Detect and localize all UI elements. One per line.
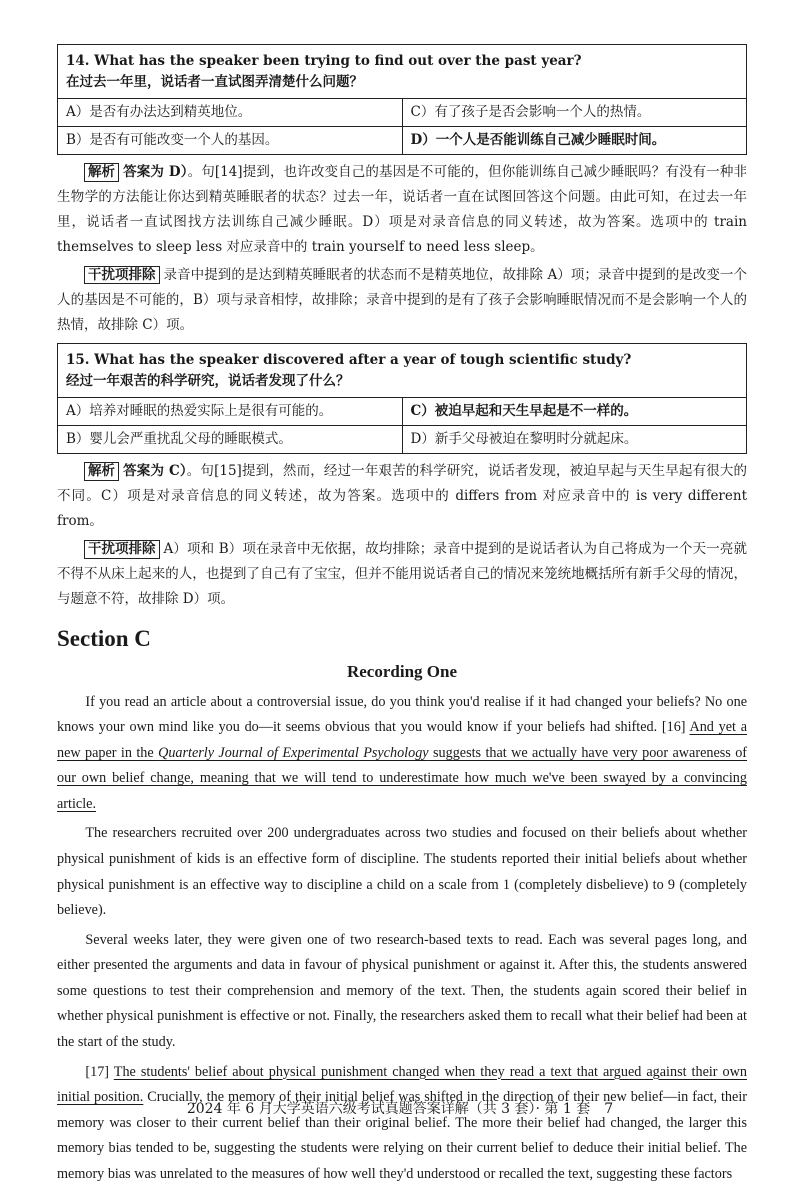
recording-title: Recording One	[346, 662, 458, 682]
q14-option-a: A）是否有办法达到精英地位。	[58, 98, 403, 126]
content	[57, 44, 747, 1187]
q15-option-c: C）被迫早起和天生早起是不一样的。	[402, 398, 747, 426]
q14-option-c: C）有了孩子是否会影响一个人的热情。	[402, 98, 747, 126]
analysis-tag: 解析	[84, 163, 119, 182]
passage-paragraph-1	[57, 690, 747, 818]
q15-option-a: A）培养对睡眠的热爱实际上是很有可能的。	[58, 398, 403, 426]
q14-distractor	[57, 263, 747, 338]
p4-marker: [17]	[85, 1063, 114, 1080]
p1-text: If you read an article about a controversial issue, do you think you'd realise if it had changed your beliefs? No one knows your own mind like you do—it seems obvious that you would know if your beliefs had shifted. [16]	[57, 693, 747, 736]
q14-option-b: B）是否有可能改变一个人的基因。	[58, 126, 403, 154]
p1-underlined-start: And yet a new paper in the	[57, 719, 747, 761]
q15-option-b: B）婴儿会严重扰乱父母的睡眠模式。	[58, 426, 403, 454]
q14-analysis	[57, 160, 747, 260]
p4-text: Crucially, the memory of their initial belief was shifted in the direction of their new belief—in fact, their memory was closer to their current belief than their original belief. The more their belief had changed, the larger this memory bias tended to be, suggesting the students were relying on their current belief to deduce their initial belief. The memory bias was unrelated to the measures of how well they'd understood or recalled the text, suggesting these factors	[57, 1089, 747, 1182]
passage-paragraph-4	[57, 1060, 747, 1187]
question-14-en: 14. What has the speaker been trying to find out over the past year?	[66, 53, 582, 69]
p1-underlined-end: suggests that we actually have very poor awareness of our own belief change, meaning that we will tend to underestimate how much we've been swayed by a convincing article.	[57, 744, 748, 812]
journal-name: Quarterly Journal of Experimental Psychology	[158, 744, 429, 761]
section-title: Section C	[57, 625, 151, 651]
passage-paragraph-2: The researchers recruited over 200 undergraduates across two studies and focused on their beliefs about whether physical punishment of kids is an effective form of discipline. The students reported their initial beliefs about whether physical punishment is an effective way to discipline a child on a scale from 1 (completely disbelieve) to 9 (completely believe).	[57, 825, 747, 919]
q14-distractor-text: 录音中提到的是达到精英睡眠者的状态而不是精英地位，故排除 A）项；录音中提到的是改变一个人的基因是不可能的，B）项与录音相悖，故排除；录音中提到的是有了孩子会影响睡眠情况而不是会影响一个人的热情，故排除 C）项。	[57, 266, 747, 333]
question-14-cn: 在过去一年里，说话者一直试图弄清楚什么问题？	[66, 73, 363, 90]
q15-analysis-text: 。句[15]提到，然而，经过一年艰苦的科学研究，说话者发现，被迫早起与天生早起有很大的不同。C）项是对录音信息的同义转述，故为答案。选项中的 differs from 对应录音中的 is very different from。	[57, 463, 747, 530]
q15-answer: 答案为 C）	[123, 463, 187, 480]
distractor-tag: 干扰项排除	[84, 266, 160, 285]
q14-option-d: D）一个人是否能训练自己减少睡眠时间。	[402, 126, 747, 154]
question-15-table	[57, 343, 747, 454]
p4-underlined: The students' belief about physical punishment changed when they read a text that argued against their own initial position.	[57, 1063, 747, 1106]
q15-option-d: D）新手父母被迫在黎明时分就起床。	[402, 426, 747, 454]
page-footer: 2024 年 6 月大学英语六级考试真题答案详解（共 3 套）· 第 1 套 7	[186, 1101, 614, 1117]
question-14-header	[58, 45, 747, 99]
question-14-table	[57, 44, 747, 155]
q15-analysis	[57, 459, 747, 534]
q14-analysis-text: 。句[14]提到，也许改变自己的基因是不可能的，但你能训练自己减少睡眠吗？有没有一种非生物学的方法能让你达到精英睡眠者的状态？过去一年，说话者一直在试图回答这个问题。由此可知，在过去一年里，说话者一直试图找方法训练自己减少睡眠。D）项是对录音信息的同义转述，故为答案。选项中的 train themselves to sleep less 对应录音中的 train yourself to need less sleep。	[57, 163, 747, 255]
question-15-header	[58, 344, 747, 398]
question-15-en: 15. What has the speaker discovered after a year of tough scientific study?	[66, 352, 632, 369]
q15-distractor	[57, 537, 747, 612]
analysis-tag: 解析	[84, 462, 119, 481]
question-15-cn: 经过一年艰苦的科学研究，说话者发现了什么？	[66, 373, 350, 390]
passage-paragraph-3: Several weeks later, they were given one of two research-based texts to read. Each was several pages long, and either presented the arguments and data in favour of physical punishment or against it. After this, the students answered some questions to test their comprehension and memory of the text. Then, the students again scored their belief in whether physical punishment is effective or not. Finally, the researchers asked them to recall what their belief had been at the start of the study.	[57, 931, 747, 1050]
distractor-tag: 干扰项排除	[84, 540, 160, 559]
q15-distractor-text: A）项和 B）项在录音中无依据，故均排除；录音中提到的是说话者认为自己将成为一个天一亮就不得不从床上起来的人，也提到了自己有了宝宝，但并不能用说话者自己的情况来笼统地概括所有新手父母的情况，与题意不符，故排除 D）项。	[57, 541, 747, 607]
q14-answer: 答案为 D）	[123, 163, 188, 180]
